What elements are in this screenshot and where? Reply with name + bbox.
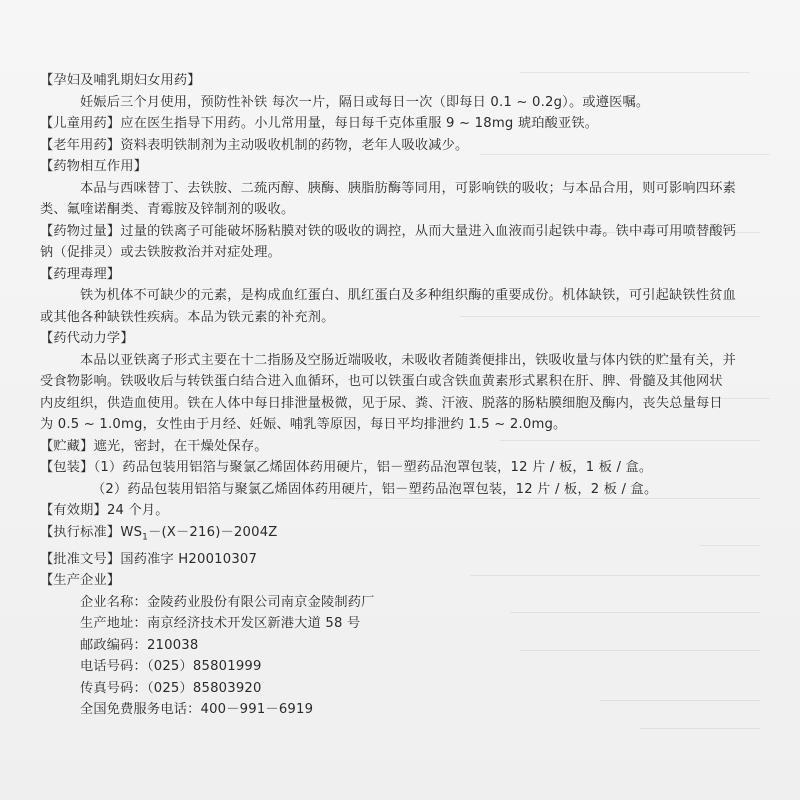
interactions-line-1: 本品与西咪替丁、去铁胺、二巯丙醇、胰酶、胰脂肪酶等同用，可影响铁的吸收；与本品合用，则可影响四环素 <box>80 180 736 196</box>
leaflet-text <box>40 70 780 721</box>
address-label: 生产地址： <box>80 616 147 632</box>
fax-row <box>40 678 780 700</box>
packaging-row <box>40 457 780 479</box>
standard-subscript: 1 <box>142 532 149 543</box>
interactions-heading: 【药物相互作用】 <box>40 159 148 174</box>
hotline-label: 全国免费服务电话： <box>80 702 201 718</box>
postcode-label: 邮政编码： <box>80 637 147 653</box>
elderly-row <box>40 135 780 157</box>
validity-text: 24 个月。 <box>106 503 169 518</box>
company-label: 企业名称： <box>80 594 147 610</box>
manufacturer-heading: 【生产企业】 <box>40 573 121 589</box>
pharmacokinetics-line-2: 受食物影响。铁吸收后与转铁蛋白结合进入血循环，也可以铁蛋白或含铁血黄素形式累积在肝、脾、骨髓及其他网状 <box>40 374 723 389</box>
children-row <box>40 113 780 135</box>
overdose-line-2: 钠（促排灵）或去铁胺救治并对症处理。 <box>40 245 281 260</box>
validity-row <box>40 500 780 522</box>
overdose-row <box>40 221 780 243</box>
pharmacology-line-2: 或其他各种缺铁性疾病。本品为铁元素的补充剂。 <box>40 309 335 325</box>
standard-prefix: WS <box>120 524 143 540</box>
storage-row <box>40 436 780 458</box>
pharmacokinetics-heading: 【药代动力学】 <box>40 331 134 346</box>
pharmacology-line-1: 铁为机体不可缺少的元素，是构成血红蛋白、肌红蛋白及多种组织酶的重要成份。机体缺铁，可引起缺铁性贫血 <box>80 288 736 303</box>
postcode-row <box>40 635 780 657</box>
pharmacokinetics-line-4: 为 0.5 ~ 1.0mg，女性由于月经、妊娠、哺乳等原因，每日平均排泄约 1.5 ~ 2.0mg。 <box>40 417 567 432</box>
postcode-value: 210038 <box>146 637 199 653</box>
standard-heading: 【执行标准】 <box>40 524 121 540</box>
validity-heading: 【有效期】 <box>40 503 107 518</box>
approval-heading: 【批准文号】 <box>40 551 121 567</box>
storage-text: 遮光，密封，在干燥处保存。 <box>93 438 268 454</box>
children-heading: 【儿童用药】 <box>40 116 121 131</box>
children-text: 应在医生指导下用药。小儿常用量，每日每千克体重服 9 ~ 18mg 琥珀酸亚铁。 <box>120 116 599 131</box>
approval-row <box>40 549 780 571</box>
elderly-text: 资料表明铁制剂为主动吸收机制的药物，老年人吸收减少。 <box>120 137 469 153</box>
storage-heading: 【贮藏】 <box>40 438 94 454</box>
overdose-heading: 【药物过量】 <box>40 223 121 239</box>
pharmacokinetics-line-1: 本品以亚铁离子形式主要在十二指肠及空肠近端吸收，未吸收者随粪便排出，铁吸收量与体内铁的贮量有关，并 <box>80 352 736 368</box>
phone-value: （025）85801999 <box>146 659 262 675</box>
company-row <box>40 592 780 614</box>
fax-value: （025）85803920 <box>146 680 262 696</box>
hotline-value: 400－991－6919 <box>200 702 314 718</box>
overdose-line-1: 过量的铁离子可能破坏肠粘膜对铁的吸收的调控，从而大量进入血液而引起铁中毒。铁中毒可用喷替酸钙 <box>120 223 737 239</box>
phone-label: 电话号码： <box>80 659 147 675</box>
packaging-item-1: （1）药品包装用铝箔与聚氯乙烯固体药用硬片，铝－塑药品泡罩包装，12 片 / 板，1 板 / 盒。 <box>93 460 653 475</box>
fax-label: 传真号码： <box>80 680 147 696</box>
approval-text: 国药准字 H20010307 <box>120 551 258 567</box>
packaging-item-2: （2）药品包装用铝箔与聚氯乙烯固体药用硬片，铝－塑药品泡罩包装，12 片 / 板，2 板 / 盒。 <box>92 481 658 497</box>
phone-row <box>40 656 780 678</box>
company-name: 金陵药业股份有限公司南京金陵制药厂 <box>146 594 375 610</box>
address-row <box>40 613 780 635</box>
pharmacology-heading: 【药理毒理】 <box>40 266 121 282</box>
pregnancy-text: 妊娠后三个月使用，预防性补铁 每次一片，隔日或每日一次（即每日 0.1 ~ 0.2g）。或遵医嘱。 <box>80 94 650 110</box>
pharmacokinetics-line-3: 内皮组织，供造血使用。铁在人体中每日排泄量极微，见于尿、粪、汗液、脱落的肠粘膜细胞及酶内，丧失总量每日 <box>40 395 723 411</box>
pregnancy-heading: 【孕妇及哺乳期妇女用药】 <box>40 73 201 88</box>
hotline-row <box>40 699 780 721</box>
packaging-heading: 【包装】 <box>40 460 94 475</box>
elderly-heading: 【老年用药】 <box>40 137 121 153</box>
interactions-line-2: 类、氟喹诺酮类、青霉胺及锌制剂的吸收。 <box>40 202 295 217</box>
standard-row <box>40 522 780 549</box>
standard-suffix: －(X－216)－2004Z <box>148 524 278 540</box>
address-value: 南京经济技术开发区新港大道 58 号 <box>146 616 361 632</box>
